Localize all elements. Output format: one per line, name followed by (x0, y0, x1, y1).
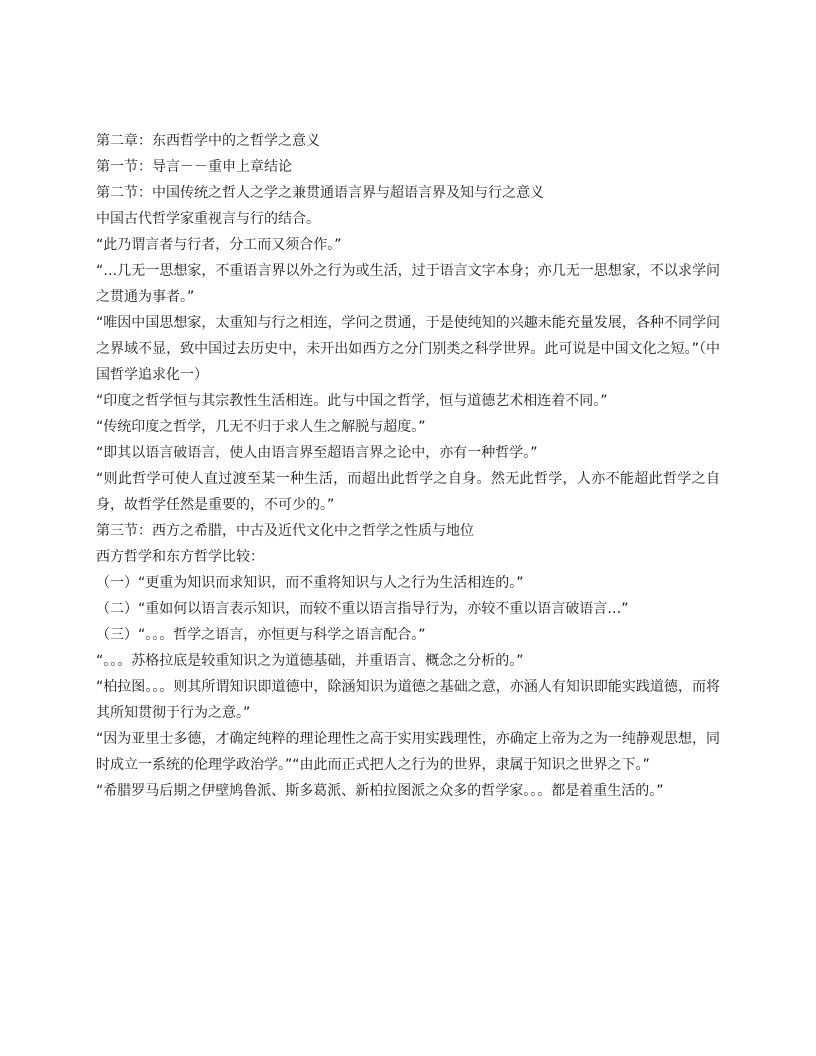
quote-paragraph: “则此哲学可使人直过渡至某一种生活，而超出此哲学之自身。然无此哲学，人亦不能超此哲学之自身，故哲学任然是重要的，不可少的。” (96, 471, 720, 513)
quote-paragraph: “传统印度之哲学，几无不归于求人生之解脱与超度。” (96, 419, 426, 435)
quote-paragraph: “此乃谓言者与行者，分工而又须合作。” (96, 237, 342, 253)
section-heading-3: 第三节：西方之希腊，中古及近代文化中之哲学之性质与地位 (96, 523, 474, 539)
quote-paragraph: “因为亚里士多德，才确定纯粹的理论理性之高于实用实践理性，亦确定上帝为之为一纯静观思想，同时成立一系统的伦理学政治学。”“由此而正式把人之行为的世界，隶属于知识之世界之下。” (96, 731, 720, 773)
body-paragraph: 中国古代哲学家重视言与行的结合。 (96, 211, 320, 227)
quote-paragraph: “…几无一思想家，不重语言界以外之行为或生活，过于语言文字本身；亦几无一思想家，不以求学问之贯通为事者。” (96, 263, 720, 305)
list-item: （一）“更重为知识而求知识，而不重将知识与人之行为生活相连的。” (96, 575, 524, 591)
quote-paragraph: “即其以语言破语言，使人由语言界至超语言界之论中，亦有一种哲学。” (96, 445, 538, 461)
quote-paragraph: “。。。苏格拉底是较重知识之为道德基础，并重语言、概念之分析的。” (96, 653, 524, 669)
quote-paragraph: “柏拉图。。。则其所谓知识即道德中，除涵知识为道德之基础之意，亦涵人有知识即能实践道德，而将其所知贯彻于行为之意。” (96, 679, 720, 721)
document-body (96, 128, 720, 804)
chapter-heading: 第二章：东西哲学中的之哲学之意义 (96, 133, 320, 149)
quote-paragraph: “唯因中国思想家，太重知与行之相连，学问之贯通，于是使纯知的兴趣未能充量发展，各种不同学问之界域不显，致中国过去历史中，未开出如西方之分门别类之科学世界。此可说是中国文化之短。”（中国哲学追求化一） (96, 315, 720, 383)
quote-paragraph: “希腊罗马后期之伊壁鸠鲁派、斯多葛派、新柏拉图派之众多的哲学家。。。都是着重生活的。” (96, 783, 664, 799)
list-item: （二）“重如何以语言表示知识，而较不重以语言指导行为，亦较不重以语言破语言…” (96, 601, 629, 617)
list-item: （三）“。。。哲学之语言，亦恒更与科学之语言配合。” (96, 627, 426, 643)
quote-paragraph: “印度之哲学恒与其宗教性生活相连。此与中国之哲学，恒与道德艺术相连着不同。” (96, 393, 608, 409)
section-heading-2: 第二节：中国传统之哲人之学之兼贯通语言界与超语言界及知与行之意义 (96, 185, 544, 201)
section-heading-1: 第一节：导言－－重申上章结论 (96, 159, 292, 175)
body-paragraph: 西方哲学和东方哲学比较： (96, 549, 264, 565)
